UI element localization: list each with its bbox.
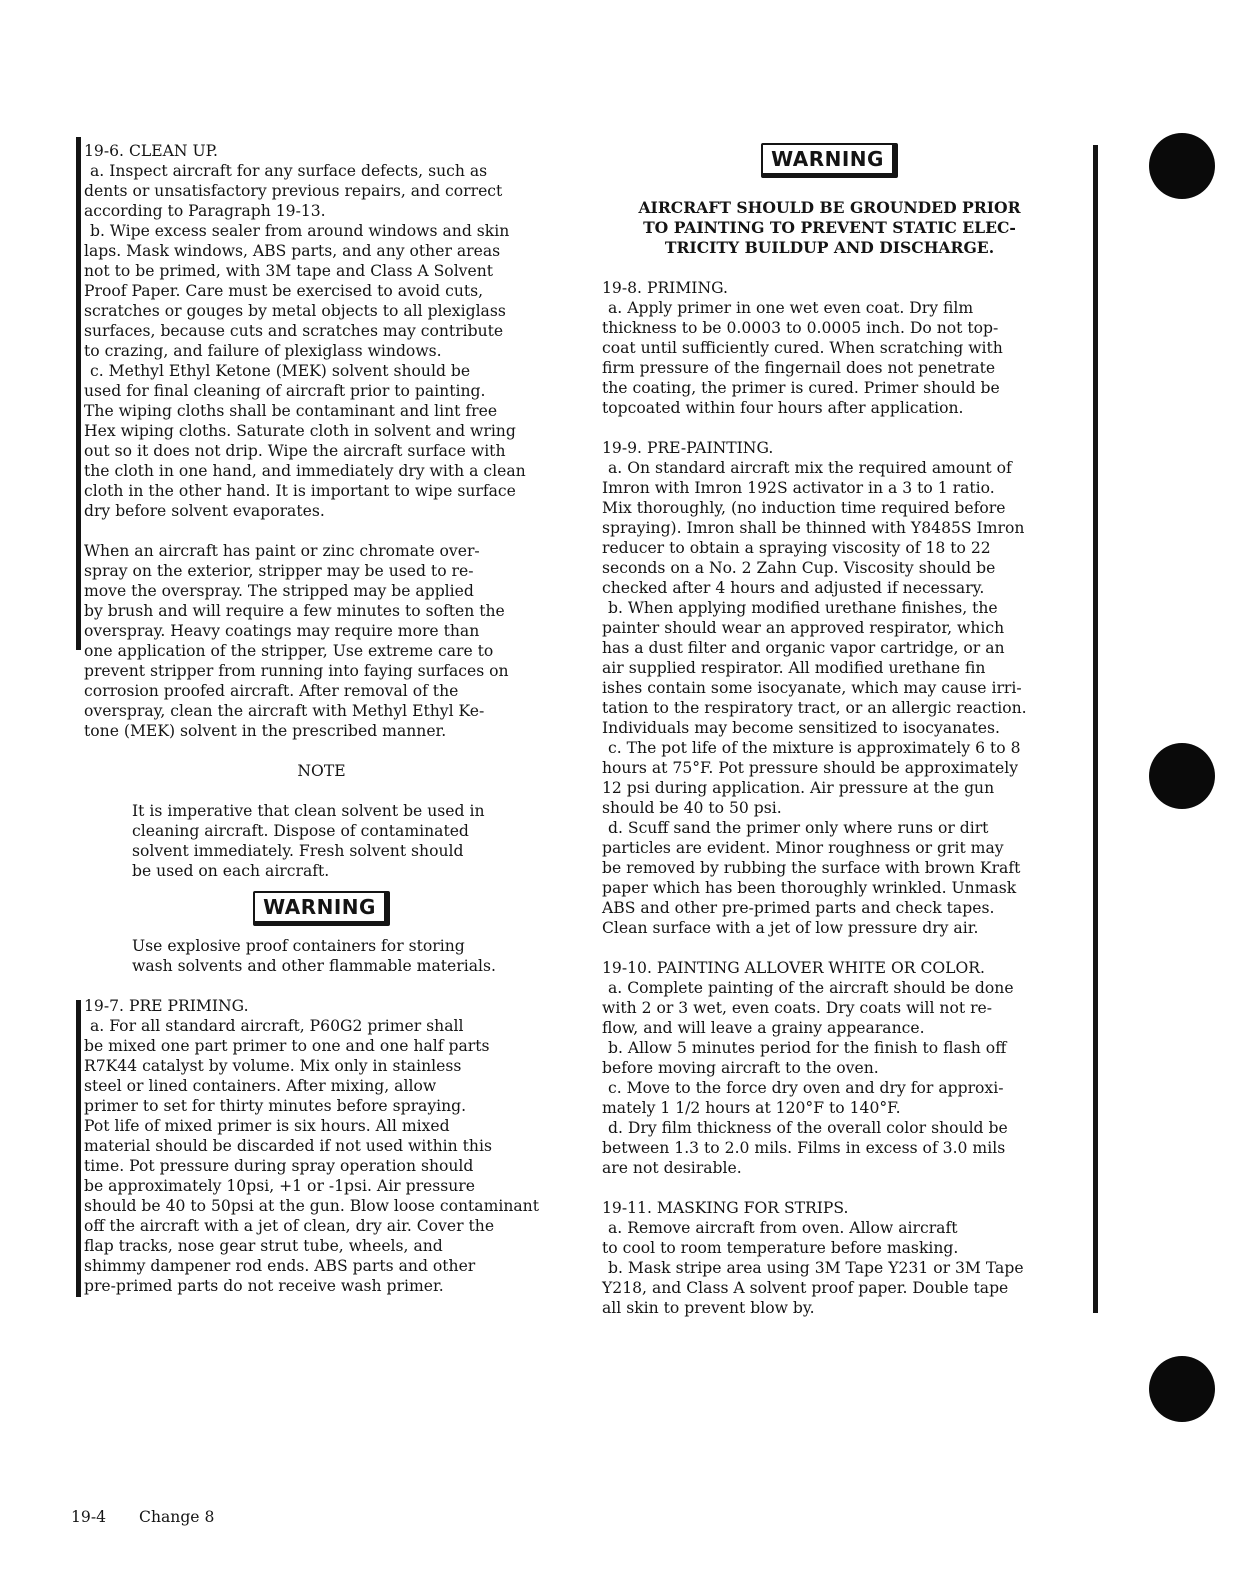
text-line: a. For all standard aircraft, P60G2 primer shall xyxy=(90,1017,464,1035)
text-line: out so it does not drip. Wipe the aircraft surface with xyxy=(84,442,506,460)
paragraph-19-6-a xyxy=(84,161,559,221)
warning-label: WARNING xyxy=(253,891,390,926)
text-line: particles are evident. Minor roughness or grit may xyxy=(602,839,1004,857)
text-line: c. The pot life of the mixture is approximately 6 to 8 xyxy=(608,739,1021,757)
text-line: Proof Paper. Care must be exercised to avoid cuts, xyxy=(84,282,484,300)
text-line: hours at 75°F. Pot pressure should be approximately xyxy=(602,759,1019,777)
warning-callout xyxy=(602,143,1057,178)
text-line: c. Move to the force dry oven and dry for approxi- xyxy=(608,1079,1004,1097)
text-line: move the overspray. The stripped may be applied xyxy=(84,582,474,600)
text-line: firm pressure of the fingernail does not penetrate xyxy=(602,359,996,377)
text-line: before moving aircraft to the oven. xyxy=(602,1059,879,1077)
text-line: Mix thoroughly, (no induction time required before xyxy=(602,499,1006,517)
section-heading-19-11: 19-11. MASKING FOR STRIPS. xyxy=(602,1199,849,1217)
text-line: the coating, the primer is cured. Primer should be xyxy=(602,379,1000,397)
text-line: tation to the respiratory tract, or an allergic reaction. xyxy=(602,699,1027,717)
text-line: b. Mask stripe area using 3M Tape Y231 or 3M Tape xyxy=(608,1259,1024,1277)
text-line: painter should wear an approved respirator, which xyxy=(602,619,1005,637)
text-line: overspray, clean the aircraft with Methyl Ethyl Ke- xyxy=(84,702,485,720)
change-bar xyxy=(1093,145,1098,1313)
right-column xyxy=(602,143,1057,1318)
text-line: topcoated within four hours after application. xyxy=(602,399,964,417)
text-line: b. Wipe excess sealer from around windows and skin xyxy=(90,222,510,240)
text-line: prevent stripper from running into faying surfaces on xyxy=(84,662,509,680)
text-line: d. Scuff sand the primer only where runs or dirt xyxy=(608,819,989,837)
text-line: surfaces, because cuts and scratches may contribute xyxy=(84,322,504,340)
text-line: paper which has been thoroughly wrinkled. Unmask xyxy=(602,879,1017,897)
text-line: Use explosive proof containers for storing xyxy=(132,937,465,955)
text-line: corrosion proofed aircraft. After removal of the xyxy=(84,682,459,700)
text-line: according to Paragraph 19-13. xyxy=(84,202,326,220)
text-line: should be 40 to 50psi at the gun. Blow loose contaminant xyxy=(84,1197,539,1215)
note-title: NOTE xyxy=(297,762,346,780)
text-line: material should be discarded if not used within this xyxy=(84,1137,492,1155)
binder-hole xyxy=(1149,1356,1215,1422)
text-line: overspray. Heavy coatings may require more than xyxy=(84,622,480,640)
left-column xyxy=(84,141,559,1296)
text-line: spray on the exterior, stripper may be used to re- xyxy=(84,562,474,580)
text-line: reducer to obtain a spraying viscosity of 18 to 22 xyxy=(602,539,991,557)
text-line: shimmy dampener rod ends. ABS parts and other xyxy=(84,1257,476,1275)
text-line: between 1.3 to 2.0 mils. Films in excess of 3.0 mils xyxy=(602,1139,1006,1157)
text-line: should be 40 to 50 psi. xyxy=(602,799,782,817)
text-line: Y218, and Class A solvent proof paper. Double tape xyxy=(602,1279,1009,1297)
text-line: When an aircraft has paint or zinc chromate over- xyxy=(84,542,480,560)
text-line: cleaning aircraft. Dispose of contaminated xyxy=(132,822,469,840)
text-line: be used on each aircraft. xyxy=(132,862,330,880)
text-line: seconds on a No. 2 Zahn Cup. Viscosity should be xyxy=(602,559,996,577)
paragraph-stripper xyxy=(84,541,559,741)
paragraph-19-8-a xyxy=(602,298,1057,418)
section-heading-19-6: 19-6. CLEAN UP. xyxy=(84,142,218,160)
text-line: has a dust filter and organic vapor cartridge, or an xyxy=(602,639,1005,657)
change-number: Change 8 xyxy=(139,1508,215,1526)
paragraph-19-6-b xyxy=(84,221,559,361)
text-line: a. Complete painting of the aircraft should be done xyxy=(608,979,1014,997)
text-line: ishes contain some isocyanate, which may cause irri- xyxy=(602,679,1022,697)
text-line: time. Pot pressure during spray operation should xyxy=(84,1157,474,1175)
text-line: to crazing, and failure of plexiglass windows. xyxy=(84,342,442,360)
section-heading-19-7: 19-7. PRE PRIMING. xyxy=(84,997,249,1015)
text-line: air supplied respirator. All modified urethane fin xyxy=(602,659,986,677)
text-line: d. Dry film thickness of the overall color should be xyxy=(608,1119,1008,1137)
section-heading-19-10: 19-10. PAINTING ALLOVER WHITE OR COLOR. xyxy=(602,959,985,977)
text-line: by brush and will require a few minutes to soften the xyxy=(84,602,505,620)
text-line: off the aircraft with a jet of clean, dry air. Cover the xyxy=(84,1217,495,1235)
text-line: a. On standard aircraft mix the required amount of xyxy=(608,459,1012,477)
note-body xyxy=(84,801,559,881)
text-line: steel or lined containers. After mixing, allow xyxy=(84,1077,437,1095)
text-line: pre-primed parts do not receive wash primer. xyxy=(84,1277,444,1295)
text-line: c. Methyl Ethyl Ketone (MEK) solvent should be xyxy=(90,362,471,380)
text-line: The wiping cloths shall be contaminant and lint free xyxy=(84,402,498,420)
text-line: be removed by rubbing the surface with brown Kraft xyxy=(602,859,1021,877)
text-line: scratches or gouges by metal objects to all plexiglass xyxy=(84,302,506,320)
text-line: Pot life of mixed primer is six hours. All mixed xyxy=(84,1117,450,1135)
paragraph-19-9-d xyxy=(602,818,1057,938)
text-line: R7K44 catalyst by volume. Mix only in stainless xyxy=(84,1057,462,1075)
paragraph-19-6-c xyxy=(84,361,559,521)
text-line: cloth in the other hand. It is important to wipe surface xyxy=(84,482,516,500)
text-line: 12 psi during application. Air pressure at the gun xyxy=(602,779,995,797)
page-footer xyxy=(71,1508,242,1526)
text-line: are not desirable. xyxy=(602,1159,742,1177)
text-line: flap tracks, nose gear strut tube, wheels, and xyxy=(84,1237,443,1255)
text-line: Imron with Imron 192S activator in a 3 to 1 ratio. xyxy=(602,479,995,497)
text-line: dry before solvent evaporates. xyxy=(84,502,325,520)
text-line: one application of the stripper, Use extreme care to xyxy=(84,642,494,660)
text-line: be approximately 10psi, +1 or -1psi. Air pressure xyxy=(84,1177,475,1195)
text-line: checked after 4 hours and adjusted if necessary. xyxy=(602,579,985,597)
text-line: spraying). Imron shall be thinned with Y8485S Imron xyxy=(602,519,1025,537)
text-line: be mixed one part primer to one and one half parts xyxy=(84,1037,490,1055)
text-line: solvent immediately. Fresh solvent should xyxy=(132,842,464,860)
text-line: coat until sufficiently cured. When scratching with xyxy=(602,339,1003,357)
text-line: ABS and other pre-primed parts and check tapes. xyxy=(602,899,995,917)
text-line: a. Remove aircraft from oven. Allow aircraft xyxy=(608,1219,958,1237)
binder-hole xyxy=(1149,133,1215,199)
warning-callout xyxy=(84,891,559,926)
text-line: wash solvents and other flammable materials. xyxy=(132,957,496,975)
change-bar xyxy=(76,1000,81,1297)
text-line: thickness to be 0.0003 to 0.0005 inch. Do not top- xyxy=(602,319,999,337)
text-line: tone (MEK) solvent in the prescribed manner. xyxy=(84,722,447,740)
text-line: not to be primed, with 3M tape and Class A Solvent xyxy=(84,262,494,280)
text-line: flow, and will leave a grainy appearance. xyxy=(602,1019,925,1037)
text-line: TO PAINTING TO PREVENT STATIC ELEC- xyxy=(643,218,1016,237)
text-line: a. Inspect aircraft for any surface defects, such as xyxy=(90,162,488,180)
text-line: mately 1 1/2 hours at 120°F to 140°F. xyxy=(602,1099,901,1117)
paragraph-19-10 xyxy=(602,978,1057,1178)
warning-label: WARNING xyxy=(761,143,898,178)
text-line: TRICITY BUILDUP AND DISCHARGE. xyxy=(664,238,995,257)
text-line: Individuals may become sensitized to isocyanates. xyxy=(602,719,1000,737)
text-line: Hex wiping cloths. Saturate cloth in solvent and wring xyxy=(84,422,516,440)
warning-body xyxy=(84,936,559,976)
paragraph-19-11 xyxy=(602,1218,1057,1318)
text-line: laps. Mask windows, ABS parts, and any other areas xyxy=(84,242,501,260)
text-line: dents or unsatisfactory previous repairs, and correct xyxy=(84,182,503,200)
paragraph-19-7-a xyxy=(84,1016,559,1296)
text-line: used for final cleaning of aircraft prior to painting. xyxy=(84,382,486,400)
paragraph-19-9-a xyxy=(602,458,1057,598)
section-heading-19-8: 19-8. PRIMING. xyxy=(602,279,728,297)
text-line: b. When applying modified urethane finishes, the xyxy=(608,599,998,617)
text-line: to cool to room temperature before masking. xyxy=(602,1239,959,1257)
text-line: primer to set for thirty minutes before spraying. xyxy=(84,1097,467,1115)
paragraph-19-9-b xyxy=(602,598,1057,738)
paragraph-19-9-c xyxy=(602,738,1057,818)
text-line: b. Allow 5 minutes period for the finish to flash off xyxy=(608,1039,1007,1057)
warning-body xyxy=(602,198,1057,258)
section-heading-19-9: 19-9. PRE-PAINTING. xyxy=(602,439,774,457)
text-line: with 2 or 3 wet, even coats. Dry coats will not re- xyxy=(602,999,993,1017)
text-line: a. Apply primer in one wet even coat. Dry film xyxy=(608,299,974,317)
text-line: all skin to prevent blow by. xyxy=(602,1299,815,1317)
change-bar xyxy=(76,137,81,650)
text-line: Clean surface with a jet of low pressure dry air. xyxy=(602,919,979,937)
page-number: 19-4 xyxy=(71,1508,107,1526)
text-line: It is imperative that clean solvent be used in xyxy=(132,802,485,820)
text-line: the cloth in one hand, and immediately dry with a clean xyxy=(84,462,526,480)
binder-hole xyxy=(1149,743,1215,809)
text-line: AIRCRAFT SHOULD BE GROUNDED PRIOR xyxy=(638,198,1021,217)
